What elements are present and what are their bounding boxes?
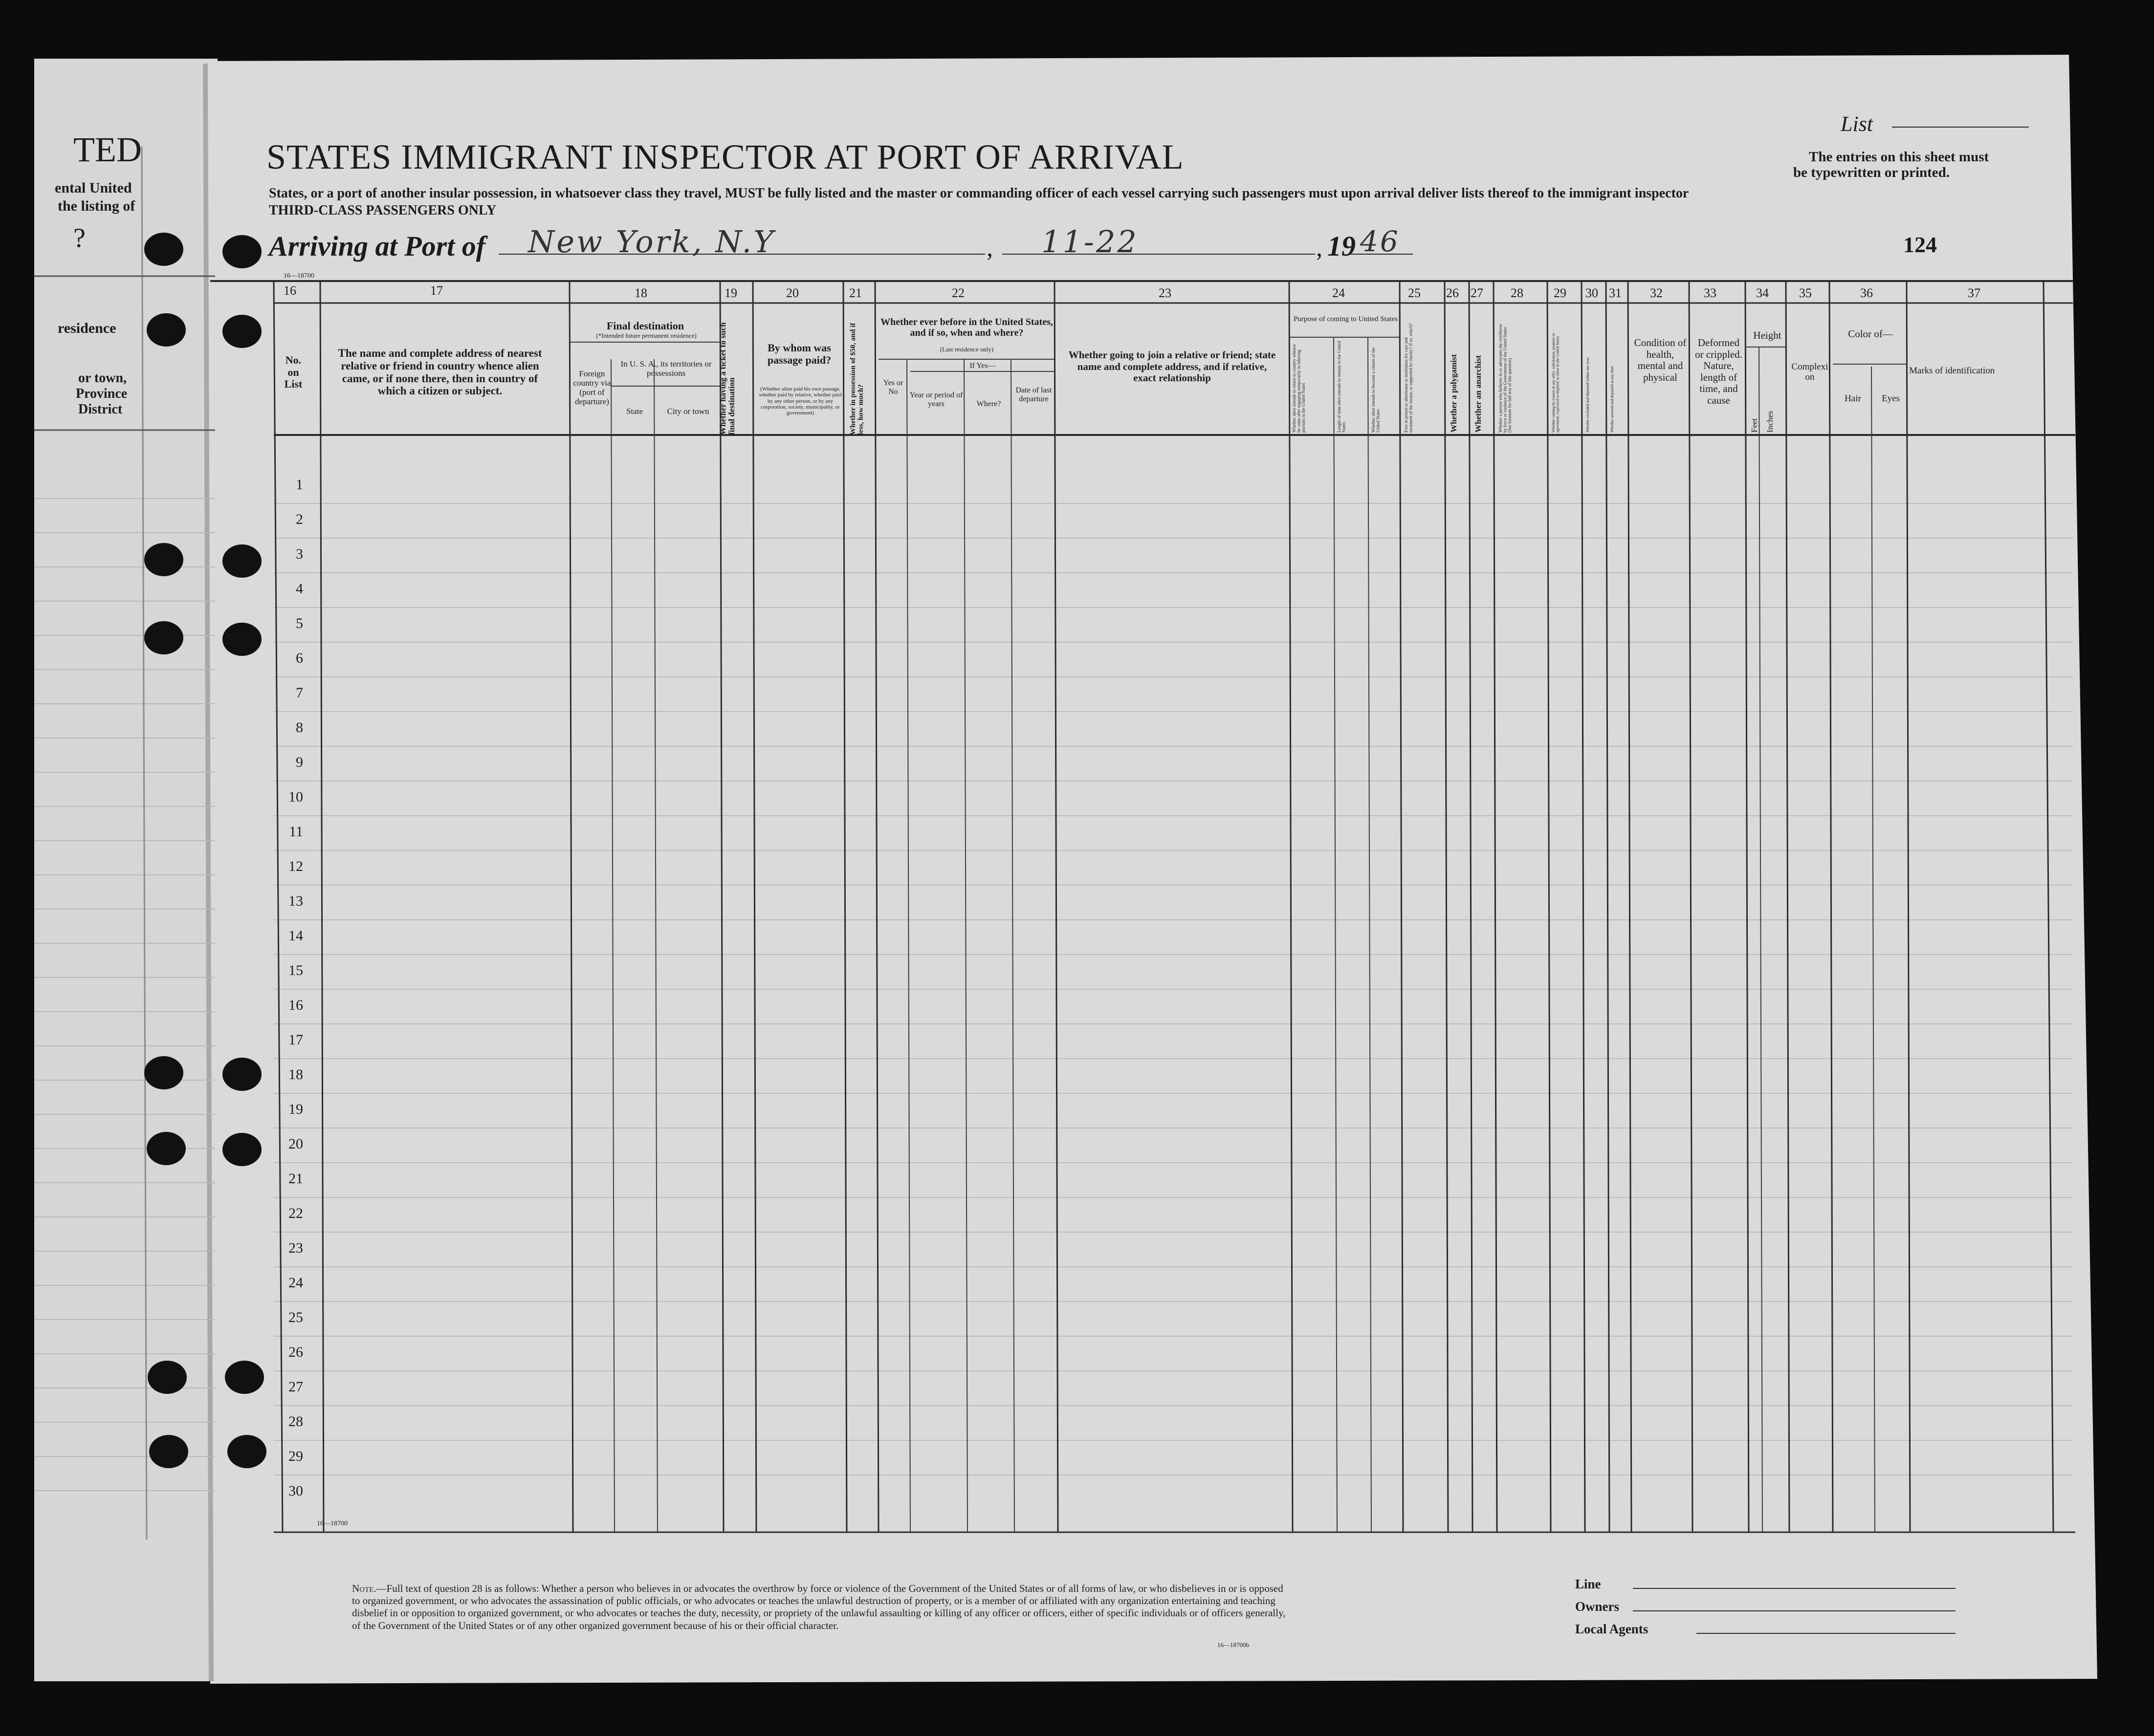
- punch-hole: [148, 1361, 187, 1394]
- col-24-sub-b: Length of time alien intends to remain in the United States: [1337, 341, 1346, 433]
- col-18-header: Final destination: [606, 320, 684, 332]
- col-33-header: Deformed or crippled. Nature, length of time, and cause: [1695, 337, 1742, 406]
- row-number: 13: [288, 893, 303, 909]
- line-label: Line: [1575, 1577, 1601, 1591]
- col-36-eyes: Eyes: [1882, 393, 1900, 404]
- footnote-label: Note.: [352, 1583, 376, 1594]
- owners-label: Owners: [1575, 1599, 1619, 1614]
- row-number: 22: [288, 1205, 303, 1221]
- form-code-bottom: 16—18700: [317, 1520, 348, 1527]
- col-22-yes-no: Yes or No: [883, 379, 903, 396]
- col-22-where: Where?: [976, 400, 1001, 408]
- form-code-top: 16—18700: [284, 272, 314, 280]
- col-24-sub-c: Whether alien intends to become a citizen of the United States: [1371, 347, 1381, 433]
- col-num-32: 32: [1650, 286, 1663, 300]
- sheet-number: 124: [1903, 232, 1937, 257]
- page-title: STATES IMMIGRANT INSPECTOR AT PORT OF ARRIVAL: [266, 137, 1184, 176]
- punch-hole: [225, 1361, 264, 1394]
- row-number: 23: [288, 1240, 303, 1256]
- col-18-state: State: [626, 407, 643, 416]
- left-line-town: or town,: [78, 370, 127, 386]
- comma-1: ,: [987, 234, 993, 262]
- punch-hole: [147, 313, 186, 347]
- punch-hole: [227, 1435, 266, 1468]
- col-23-header: Whether going to join a relative or friend; state name and complete address, and if relative, exact relationship: [1068, 349, 1276, 384]
- row-number: 19: [288, 1101, 303, 1117]
- row-number: 28: [288, 1413, 303, 1430]
- col-num-34: 34: [1756, 286, 1769, 300]
- punch-hole: [147, 1132, 186, 1165]
- col-18-city: City or town: [667, 407, 709, 416]
- punch-hole: [222, 1058, 262, 1091]
- paper-left-page: [34, 59, 218, 1681]
- col-num-30: 30: [1585, 286, 1598, 300]
- row-number: 11: [289, 824, 303, 840]
- col-30-header: Whether excluded and deported within one year: [1585, 357, 1590, 433]
- col-24-sub-a: Whether alien intends to return to country whence he came after engaging temporarily in laboring pursuits in the United States: [1292, 344, 1306, 433]
- class-line: THIRD-CLASS PASSENGERS ONLY: [269, 203, 497, 218]
- row-number: 25: [288, 1309, 303, 1325]
- left-mark: ?: [73, 223, 86, 253]
- row-number: 26: [288, 1344, 303, 1360]
- col-16-header: No. on List: [284, 354, 303, 391]
- row-number: 9: [296, 754, 303, 770]
- col-32-header: Condition of health, mental and physical: [1634, 337, 1687, 383]
- row-number: 30: [288, 1483, 303, 1499]
- row-number: 3: [296, 546, 303, 562]
- col-num-17: 17: [430, 283, 443, 298]
- row-number: 4: [296, 581, 303, 597]
- left-line-1: ental United: [55, 180, 132, 196]
- punch-hole: [149, 1435, 188, 1468]
- col-num-33: 33: [1704, 286, 1716, 300]
- footnote: [352, 1583, 1291, 1632]
- row-number: 27: [288, 1379, 303, 1395]
- entries-note-1: The entries on this sheet must: [1809, 149, 1989, 165]
- col-27-header: Whether an anarchist: [1473, 355, 1483, 433]
- col-29-header: Whether coming by reason of any offer, solicitation, promise or agreement, expressed or implied, to labor in the United States: [1551, 333, 1560, 433]
- row-number: 21: [288, 1171, 303, 1187]
- col-19-header: Whether having a ticket to such final destination: [718, 322, 736, 435]
- punch-hole: [144, 233, 183, 266]
- col-num-29: 29: [1554, 286, 1566, 300]
- col-num-35: 35: [1799, 286, 1812, 300]
- col-22-date: Date of last departure: [1015, 386, 1052, 403]
- col-num-25: 25: [1408, 286, 1421, 300]
- col-20-note: (Whether alien paid his own passage, whether paid by relative, whether paid by any other person, or by any corporation, society, municipality, or government): [759, 386, 842, 416]
- col-num-31: 31: [1609, 286, 1622, 300]
- col-22-header: Whether ever before in the United States, and if so, when and where?: [880, 317, 1053, 339]
- row-number: 18: [288, 1066, 303, 1083]
- col-36-header: Color of—: [1848, 328, 1893, 340]
- col-18-foreign: Foreign country via (port of departure): [573, 369, 611, 407]
- date-value[interactable]: 11-22: [1041, 224, 1139, 260]
- port-value[interactable]: New York, N.Y: [528, 224, 776, 260]
- punch-hole: [222, 1133, 262, 1166]
- left-title-fragment: TED: [73, 130, 142, 169]
- col-num-37: 37: [1968, 286, 1980, 300]
- col-num-22: 22: [952, 286, 965, 300]
- row-number: 16: [288, 997, 303, 1013]
- row-number: 15: [288, 962, 303, 978]
- col-24-header: Purpose of coming to United States: [1294, 315, 1398, 323]
- list-label: List: [1841, 112, 1873, 136]
- local-agents-label: Local Agents: [1575, 1622, 1648, 1636]
- left-line-district: District: [78, 402, 123, 417]
- col-num-26: 26: [1446, 286, 1459, 300]
- punch-hole: [144, 621, 183, 654]
- col-num-16: 16: [284, 283, 296, 298]
- page-subtitle: States, or a port of another insular possession, in whatsoever class they travel, MUST be fully listed and the master or commanding officer of each vessel carrying such passengers must upon arrival deliver lists thereof to the immigrant inspector: [269, 186, 1689, 201]
- row-number: 10: [288, 789, 303, 805]
- row-number: 1: [296, 477, 303, 493]
- col-22-note: (Last residence only): [940, 346, 994, 353]
- col-25-header: Ever in prison or almshouse or institution for care and treatment of the insane, or supported by charity? If so, which?: [1404, 323, 1413, 433]
- punch-hole: [144, 1056, 183, 1089]
- col-28-header: Whether a person who believes in or advocates the overthrow by force or violence of the Government of the United States (See footnote for full text of this question): [1498, 324, 1512, 433]
- col-34-header: Height: [1753, 329, 1781, 341]
- col-num-23: 23: [1159, 286, 1171, 300]
- left-line-province: Province: [76, 386, 128, 401]
- col-35-header: Complexion: [1791, 362, 1828, 383]
- col-17-header: The name and complete address of nearest relative or friend in country whence alien came, or if none there, then in country of which a citizen or subject.: [338, 347, 542, 397]
- row-number: 7: [296, 685, 303, 701]
- year-prefix: 19: [1327, 230, 1356, 262]
- footer-code: 16—18700b: [1217, 1641, 1249, 1649]
- col-18-note: (*Intended future permanent residence): [596, 332, 697, 339]
- left-line-2: the listing of: [58, 198, 135, 214]
- col-num-21: 21: [849, 286, 862, 300]
- col-num-36: 36: [1860, 286, 1873, 300]
- col-26-header: Whether a polygamist: [1449, 354, 1458, 433]
- row-number: 17: [288, 1032, 303, 1048]
- col-34-feet: Feet: [1750, 418, 1759, 433]
- col-num-27: 27: [1471, 286, 1483, 300]
- col-num-20: 20: [786, 286, 799, 300]
- punch-hole: [222, 544, 262, 578]
- col-20-header: By whom was passage paid?: [767, 342, 832, 366]
- col-37-header: Marks of identification: [1909, 366, 1995, 376]
- col-31-header: Whether arrested and deported at any time: [1610, 366, 1614, 433]
- comma-2: ,: [1316, 234, 1322, 262]
- year-value[interactable]: 46: [1360, 225, 1400, 258]
- punch-hole: [222, 235, 262, 268]
- col-num-18: 18: [635, 286, 647, 300]
- row-number: 20: [288, 1136, 303, 1152]
- entries-note-2: be typewritten or printed.: [1793, 165, 1950, 180]
- row-number: 29: [288, 1448, 303, 1464]
- col-num-24: 24: [1332, 286, 1345, 300]
- col-num-28: 28: [1511, 286, 1523, 300]
- col-22-year: Year or period of years: [909, 391, 963, 408]
- punch-hole: [144, 543, 183, 576]
- footnote-text: —Full text of question 28 is as follows: Whether a person who believes in or advocates the overthrow by force or violence of the Government of the United States or of all forms of law, or who disbelieves in or is opposed to organized government, or who advocates the assassination of public officials, or who advocates or teaches the unlawful destruction of property, or is a member of or affiliated with any organization entertaining and teaching disbelief in or opposition to organized government, or who advocates or teaches the duty, necessity, or propriety of the unlawful assaulting or killing of any officer or officers, either of specific individuals or of officers generally, of the Government of the United States or of any other organized government because of his or their official character.: [352, 1583, 1286, 1631]
- left-residence: residence: [58, 320, 116, 336]
- row-number: 2: [296, 511, 303, 527]
- col-36-hair: Hair: [1845, 393, 1861, 404]
- col-21-header: Whether in possession of $50, and if less, how much?: [849, 323, 865, 435]
- col-18-usa: In U. S. A., its territories or possessions: [620, 359, 712, 378]
- row-number: 6: [296, 650, 303, 666]
- row-number: 5: [296, 615, 303, 631]
- punch-hole: [222, 623, 262, 656]
- paper-main-sheet: [200, 55, 2097, 1684]
- col-num-19: 19: [725, 286, 737, 300]
- col-34-inches: Inches: [1765, 411, 1775, 433]
- row-number: 24: [288, 1275, 303, 1291]
- col-22-if-yes: If Yes—: [969, 362, 996, 370]
- row-number: 12: [288, 858, 303, 874]
- row-number: 8: [296, 719, 303, 736]
- punch-hole: [222, 315, 262, 348]
- arriving-label: Arriving at Port of: [269, 230, 486, 262]
- row-number: 14: [288, 928, 303, 944]
